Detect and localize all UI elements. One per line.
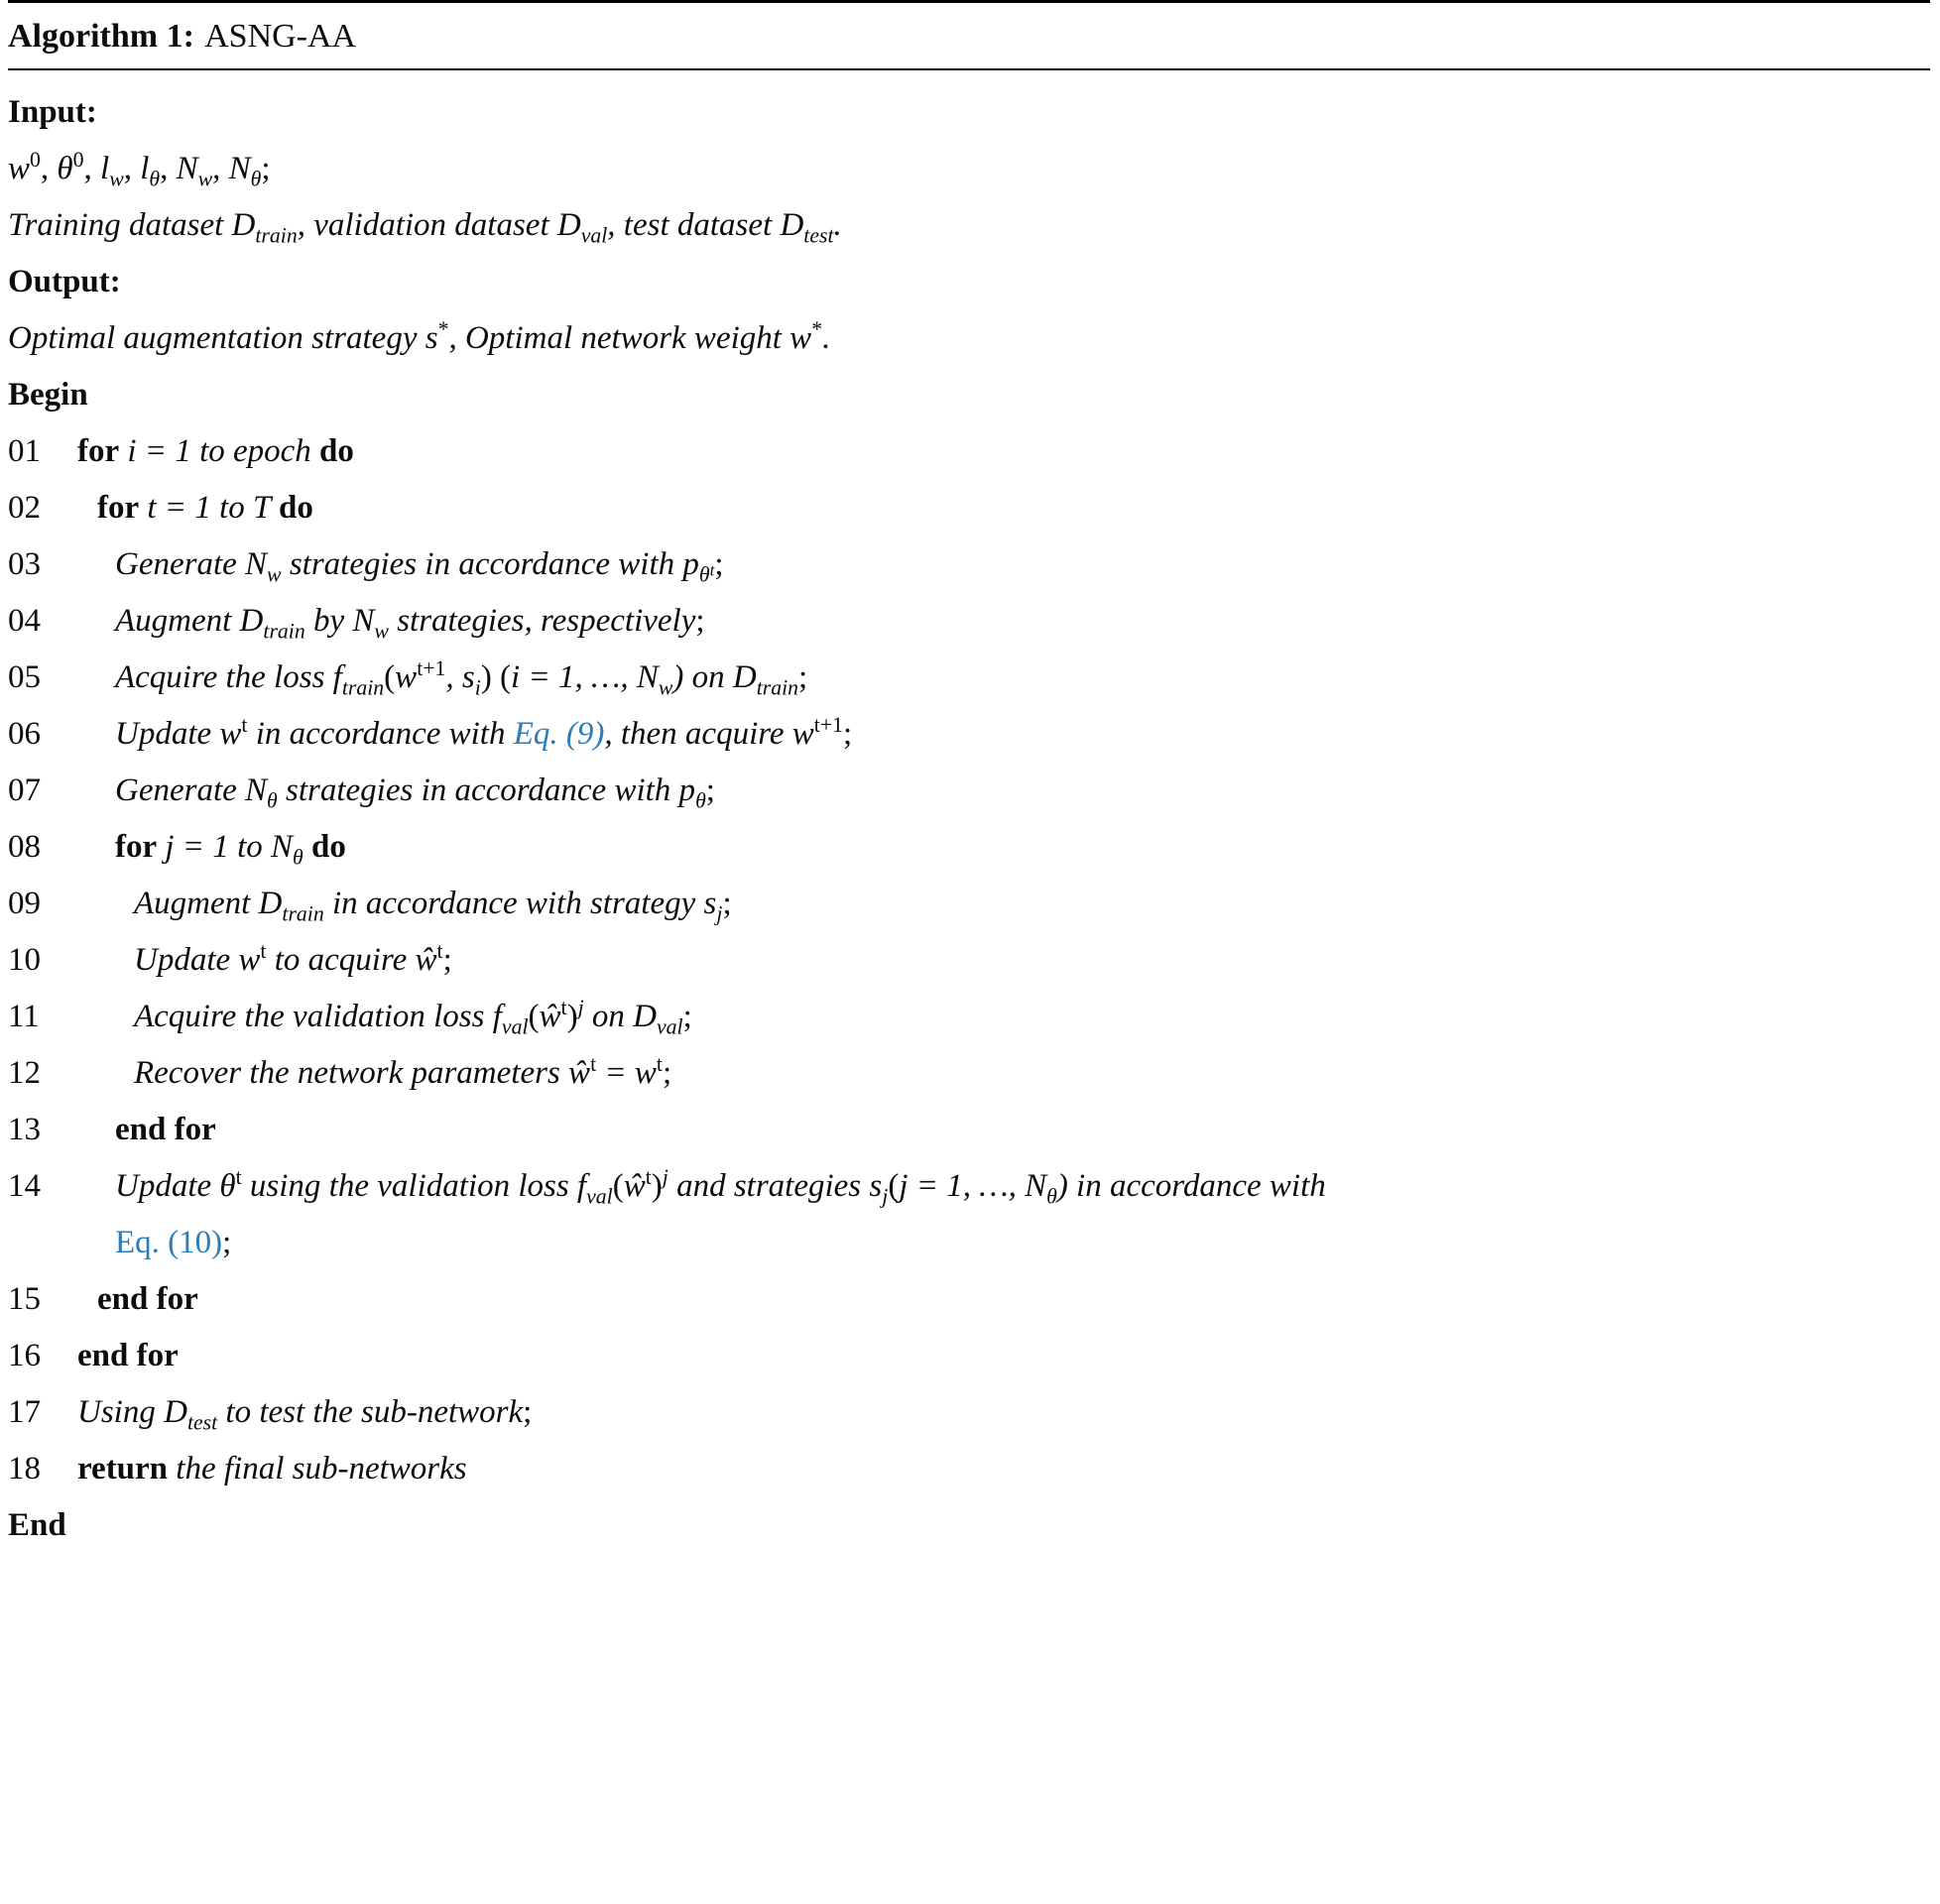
line-content <box>77 1271 1930 1328</box>
text-segment: ; <box>682 999 692 1034</box>
text-segment: 0 <box>30 148 41 172</box>
text-segment: t <box>241 713 248 737</box>
text-segment: w <box>109 167 124 191</box>
algo-line <box>8 1271 1930 1328</box>
text-segment: w <box>267 562 282 587</box>
text-segment: return <box>77 1451 169 1487</box>
text-segment: train <box>255 223 298 248</box>
text-segment: ; <box>705 773 715 808</box>
text-segment: Augment D <box>134 886 283 921</box>
text-segment: strategies in accordance with p <box>281 546 699 582</box>
text-segment: i <box>474 675 481 700</box>
line-number: 13 <box>8 1112 41 1147</box>
line-content <box>77 423 1930 480</box>
line-content <box>77 932 1930 989</box>
line-content <box>77 1441 1930 1497</box>
begin-keyword <box>8 367 1930 423</box>
text-segment: w <box>8 151 31 186</box>
algorithm-label: Algorithm 1: <box>8 18 194 55</box>
output-description <box>8 310 1930 367</box>
line-content <box>77 480 1930 536</box>
text-segment: train <box>263 619 305 644</box>
text-segment: t+1 <box>813 713 843 737</box>
line-number: 18 <box>8 1451 41 1487</box>
text-segment: t <box>656 1052 663 1076</box>
text-segment: strategies, respectively <box>388 603 696 639</box>
input-parameters <box>8 141 1930 197</box>
text-segment: t <box>560 996 567 1019</box>
eq-9-link[interactable]: Eq. (9) <box>513 716 605 752</box>
text-segment <box>303 829 311 865</box>
text-segment: θ <box>267 788 278 813</box>
text-segment: Input: <box>8 94 97 130</box>
text-segment: j <box>662 1165 668 1189</box>
text-segment: θ <box>250 167 262 191</box>
line-content <box>77 1045 1930 1102</box>
line-number: 03 <box>8 546 41 582</box>
text-segment: in accordance with strategy s <box>323 886 717 921</box>
line-content <box>77 536 1930 593</box>
text-segment: Acquire the validation loss f <box>134 999 502 1034</box>
line-number: 02 <box>8 490 41 526</box>
text-segment: do <box>310 829 346 865</box>
text-segment: and strategies s <box>667 1168 883 1204</box>
line-content <box>77 763 1930 819</box>
text-segment: ) <box>651 1168 663 1204</box>
text-segment: for <box>77 433 120 469</box>
text-segment: on D <box>583 999 657 1034</box>
algo-line <box>8 593 1930 650</box>
line-number: 07 <box>8 773 41 808</box>
text-segment: i = 1, …, N <box>511 659 659 695</box>
text-segment: ) in accordance with <box>1056 1168 1326 1204</box>
text-segment: θ <box>293 845 303 870</box>
text-segment: θ <box>57 151 73 186</box>
text-segment: val <box>501 1014 529 1039</box>
text-segment: , test dataset D <box>607 207 804 243</box>
text-segment: train <box>341 675 385 700</box>
algo-line <box>8 1158 1930 1271</box>
text-segment: N <box>176 151 198 186</box>
line-number: 15 <box>8 1281 41 1317</box>
text-segment: in accordance with <box>247 716 514 752</box>
text-segment: train <box>756 675 799 700</box>
text-segment: , <box>160 151 177 186</box>
line-content <box>77 706 1930 763</box>
text-segment: = w <box>596 1055 657 1091</box>
input-datasets <box>8 197 1930 254</box>
algo-line <box>8 876 1930 932</box>
text-segment: val <box>656 1014 683 1039</box>
line-number: 14 <box>8 1168 41 1204</box>
line-content <box>77 876 1930 932</box>
text-segment: train <box>282 901 324 926</box>
line-content <box>77 1384 1930 1441</box>
text-segment: i = 1 to epoch <box>119 433 320 469</box>
text-segment: ; <box>798 659 808 695</box>
text-segment: end for <box>77 1338 179 1373</box>
algo-line <box>8 706 1930 763</box>
text-segment: test <box>803 223 834 248</box>
text-segment: ŵ <box>623 1168 646 1204</box>
text-segment: End <box>8 1507 66 1543</box>
line-content <box>77 1158 1930 1271</box>
text-segment: l <box>140 151 150 186</box>
text-segment: ) <box>566 999 578 1034</box>
text-segment: θ <box>698 562 710 587</box>
text-segment: to test the sub-network <box>217 1394 524 1430</box>
algo-line <box>8 989 1930 1045</box>
text-segment: ŵ <box>539 999 561 1034</box>
text-segment: ; <box>722 886 732 921</box>
text-segment: Output: <box>8 264 121 299</box>
line-content <box>77 1102 1930 1158</box>
text-segment: * <box>437 317 449 341</box>
text-segment: do <box>319 433 354 469</box>
text-segment: for <box>115 829 158 865</box>
text-segment: end for <box>97 1281 198 1317</box>
text-segment: j = 1 to N <box>157 829 294 865</box>
text-segment: by N <box>304 603 375 639</box>
eq-10-link[interactable]: Eq. (10) <box>115 1225 223 1260</box>
text-segment: for <box>97 490 140 526</box>
title-rule <box>8 68 1930 70</box>
algo-line <box>8 932 1930 989</box>
line-number: 12 <box>8 1055 41 1091</box>
text-segment: j <box>716 901 723 926</box>
line-number: 16 <box>8 1338 41 1373</box>
text-segment: ( <box>612 1168 624 1204</box>
text-segment: ( <box>888 1168 900 1204</box>
top-rule <box>8 0 1930 3</box>
text-segment: ; <box>842 716 853 752</box>
line-number: 11 <box>8 999 40 1034</box>
text-segment: w <box>374 619 389 644</box>
text-segment: test <box>186 1410 218 1435</box>
line-number: 10 <box>8 942 41 978</box>
text-segment: ( <box>384 659 396 695</box>
text-segment: ; <box>261 151 271 186</box>
text-segment: j <box>577 996 584 1019</box>
text-segment: . <box>833 207 842 243</box>
line-content <box>77 1328 1930 1384</box>
line-content <box>77 650 1930 706</box>
text-segment: val <box>580 223 608 248</box>
input-heading <box>8 84 1930 141</box>
text-segment: ; <box>523 1394 533 1430</box>
text-segment: Using D <box>77 1394 187 1430</box>
text-segment: Generate N <box>115 773 268 808</box>
text-segment: ; <box>442 942 452 978</box>
text-segment: Training dataset D <box>8 207 256 243</box>
text-segment: the final sub-networks <box>168 1451 467 1487</box>
text-segment: t <box>260 939 267 963</box>
text-segment: to acquire ŵ <box>266 942 437 978</box>
text-segment: w <box>658 675 673 700</box>
algo-line <box>8 1384 1930 1441</box>
text-segment: t <box>235 1165 242 1189</box>
text-segment: θ <box>149 167 161 191</box>
text-segment: N <box>228 151 251 186</box>
algo-line <box>8 1441 1930 1497</box>
line-content <box>77 819 1930 876</box>
text-segment: using the validation loss f <box>241 1168 587 1204</box>
text-segment: θ <box>695 788 706 813</box>
text-segment: ; <box>662 1055 672 1091</box>
text-segment: Generate N <box>115 546 268 582</box>
line-number: 08 <box>8 829 41 865</box>
text-segment: Begin <box>8 377 88 413</box>
text-segment: Augment D <box>115 603 264 639</box>
text-segment: ) on D <box>672 659 757 695</box>
line-number: 01 <box>8 433 41 469</box>
text-segment: * <box>811 317 823 341</box>
text-segment: , s <box>445 659 475 695</box>
text-segment: do <box>279 490 313 526</box>
text-segment: w <box>395 659 418 695</box>
text-segment: Update θ <box>115 1168 236 1204</box>
algo-line <box>8 423 1930 480</box>
text-segment: . <box>822 320 831 356</box>
text-segment: t <box>590 1052 597 1076</box>
text-segment: l <box>100 151 110 186</box>
algo-line <box>8 1328 1930 1384</box>
algorithm-name: ASNG-AA <box>204 18 357 55</box>
text-segment: t <box>709 560 715 580</box>
text-segment: Optimal augmentation strategy s <box>8 320 438 356</box>
algo-line <box>8 1102 1930 1158</box>
text-segment: end for <box>115 1112 216 1147</box>
text-segment: t <box>436 939 443 963</box>
text-segment: Acquire the loss f <box>115 659 342 695</box>
text-segment: t+1 <box>417 656 446 680</box>
text-segment: ) ( <box>480 659 512 695</box>
algo-line <box>8 536 1930 593</box>
algo-line <box>8 763 1930 819</box>
text-segment: , <box>123 151 141 186</box>
line-number: 05 <box>8 659 41 695</box>
text-segment: Recover the network parameters ŵ <box>134 1055 591 1091</box>
line-number: 17 <box>8 1394 41 1430</box>
text-segment: j <box>882 1184 889 1209</box>
end-keyword <box>8 1497 1930 1554</box>
text-segment: θ <box>1046 1184 1057 1209</box>
algorithm-title <box>8 5 1930 68</box>
text-segment: , <box>83 151 101 186</box>
line-number: 06 <box>8 716 41 752</box>
text-segment: ; <box>695 603 705 639</box>
text-segment: Update w <box>115 716 242 752</box>
text-segment: , then acquire w <box>604 716 814 752</box>
text-segment: ( <box>528 999 540 1034</box>
text-segment: , validation dataset D <box>297 207 581 243</box>
text-segment: t = 1 to T <box>139 490 280 526</box>
text-segment: 0 <box>72 148 84 172</box>
text-segment: ; <box>222 1225 232 1260</box>
line-number: 04 <box>8 603 41 639</box>
text-segment: w <box>197 167 213 191</box>
algo-line <box>8 1045 1930 1102</box>
line-content <box>77 593 1930 650</box>
text-segment: val <box>586 1184 613 1209</box>
text-segment: strategies in accordance with p <box>277 773 696 808</box>
algo-line <box>8 819 1930 876</box>
text-segment: , <box>212 151 229 186</box>
line-content <box>77 989 1930 1045</box>
text-segment: , <box>40 151 58 186</box>
algo-line <box>8 650 1930 706</box>
output-heading <box>8 254 1930 310</box>
algo-line <box>8 480 1930 536</box>
line-number: 09 <box>8 886 41 921</box>
text-segment: j = 1, …, N <box>899 1168 1047 1204</box>
text-segment: t <box>645 1165 652 1189</box>
text-segment: Update w <box>134 942 261 978</box>
text-segment: ; <box>714 546 724 582</box>
text-segment: , Optimal network weight w <box>448 320 812 356</box>
